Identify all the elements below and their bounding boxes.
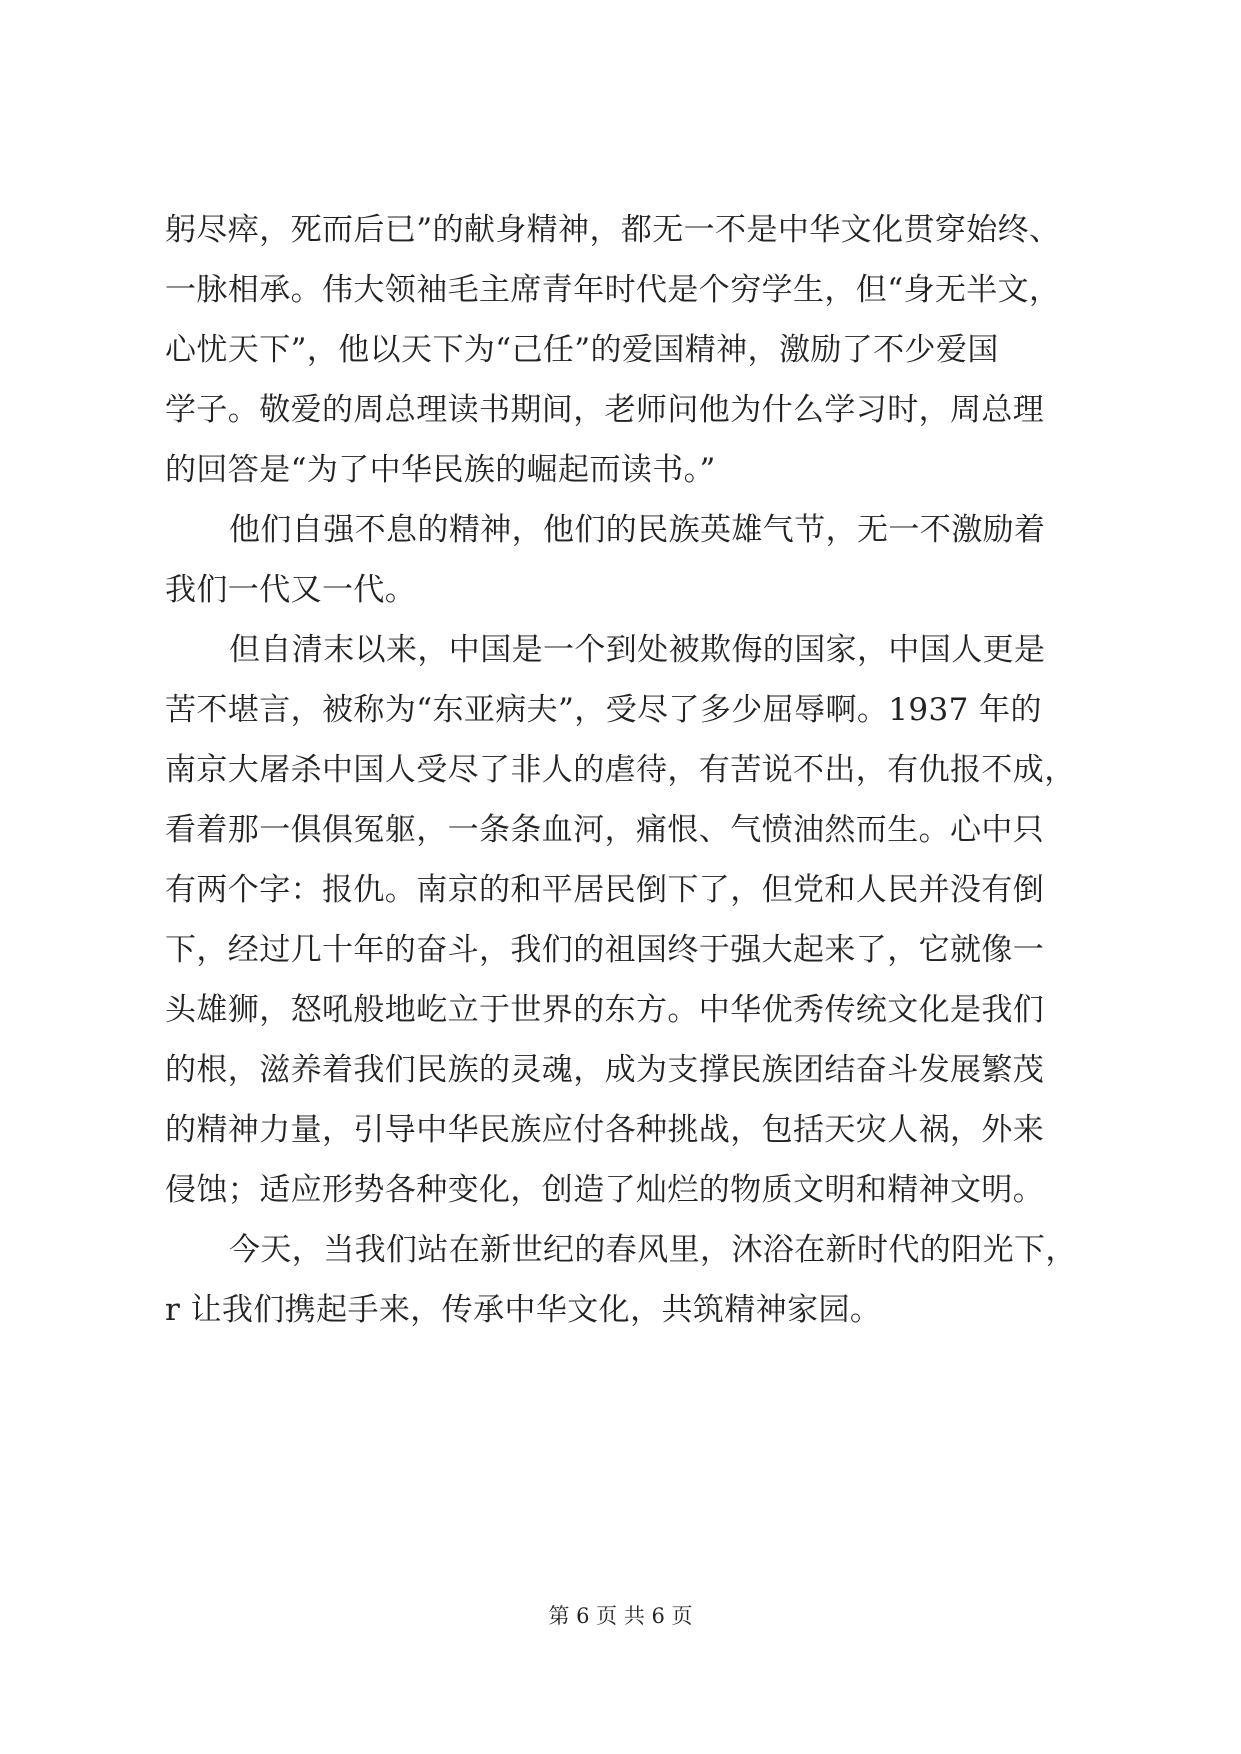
- text-line: 一脉相承。伟大领袖毛主席青年时代是个穷学生，但“身无半文，: [165, 272, 1061, 308]
- paragraph-start-line: 他们自强不息的精神，他们的民族英雄气节，无一不激励着: [229, 512, 1046, 548]
- paragraph-start-line: 今天，当我们站在新世纪的春风里，沐浴在新时代的阳光下，: [229, 1232, 1077, 1268]
- text-line: 南京大屠杀中国人受尽了非人的虐待，有苦说不出，有仇报不成，: [165, 752, 1076, 788]
- text-line: 头雄狮，怒吼般地屹立于世界的东方。中华优秀传统文化是我们: [165, 992, 1045, 1028]
- text-line: 有两个字：报仇。南京的和平居民倒下了，但党和人民并没有倒: [165, 872, 1045, 908]
- text-line: 心忧天下”，他以天下为“己任”的爱国精神，激励了不少爱国: [165, 332, 999, 368]
- text-line: r 让我们携起手来，传承中华文化，共筑精神家园。: [165, 1292, 882, 1328]
- paragraph-start-line: 但自清末以来，中国是一个到处被欺侮的国家，中国人更是: [229, 632, 1046, 668]
- text-line: 侵蚀；适应形势各种变化，创造了灿烂的物质文明和精神文明。: [165, 1172, 1045, 1208]
- body-text: [165, 200, 1085, 1340]
- page-footer: 第 6 页 共 6 页: [548, 1604, 693, 1628]
- text-line: 我们一代又一代。: [165, 572, 417, 608]
- text-line: 学子。敬爱的周总理读书期间，老师问他为什么学习时，周总理: [165, 392, 1045, 428]
- text-line: 的精神力量，引导中华民族应付各种挑战，包括天灾人祸，外来: [165, 1112, 1045, 1148]
- text-line: 苦不堪言，被称为“东亚病夫”，受尽了多少屈辱啊。1937 年的: [165, 692, 1042, 728]
- text-line: 躬尽瘁，死而后已”的献身精神，都无一不是中华文化贯穿始终、: [165, 212, 1061, 248]
- text-line: 下，经过几十年的奋斗，我们的祖国终于强大起来了，它就像一: [165, 932, 1045, 968]
- text-line: 的回答是“为了中华民族的崛起而读书。”: [165, 452, 716, 488]
- text-line: 看着那一俱俱冤躯，一条条血河，痛恨、气愤油然而生。心中只: [165, 812, 1045, 848]
- text-line: 的根，滋养着我们民族的灵魂，成为支撑民族团结奋斗发展繁茂: [165, 1052, 1045, 1088]
